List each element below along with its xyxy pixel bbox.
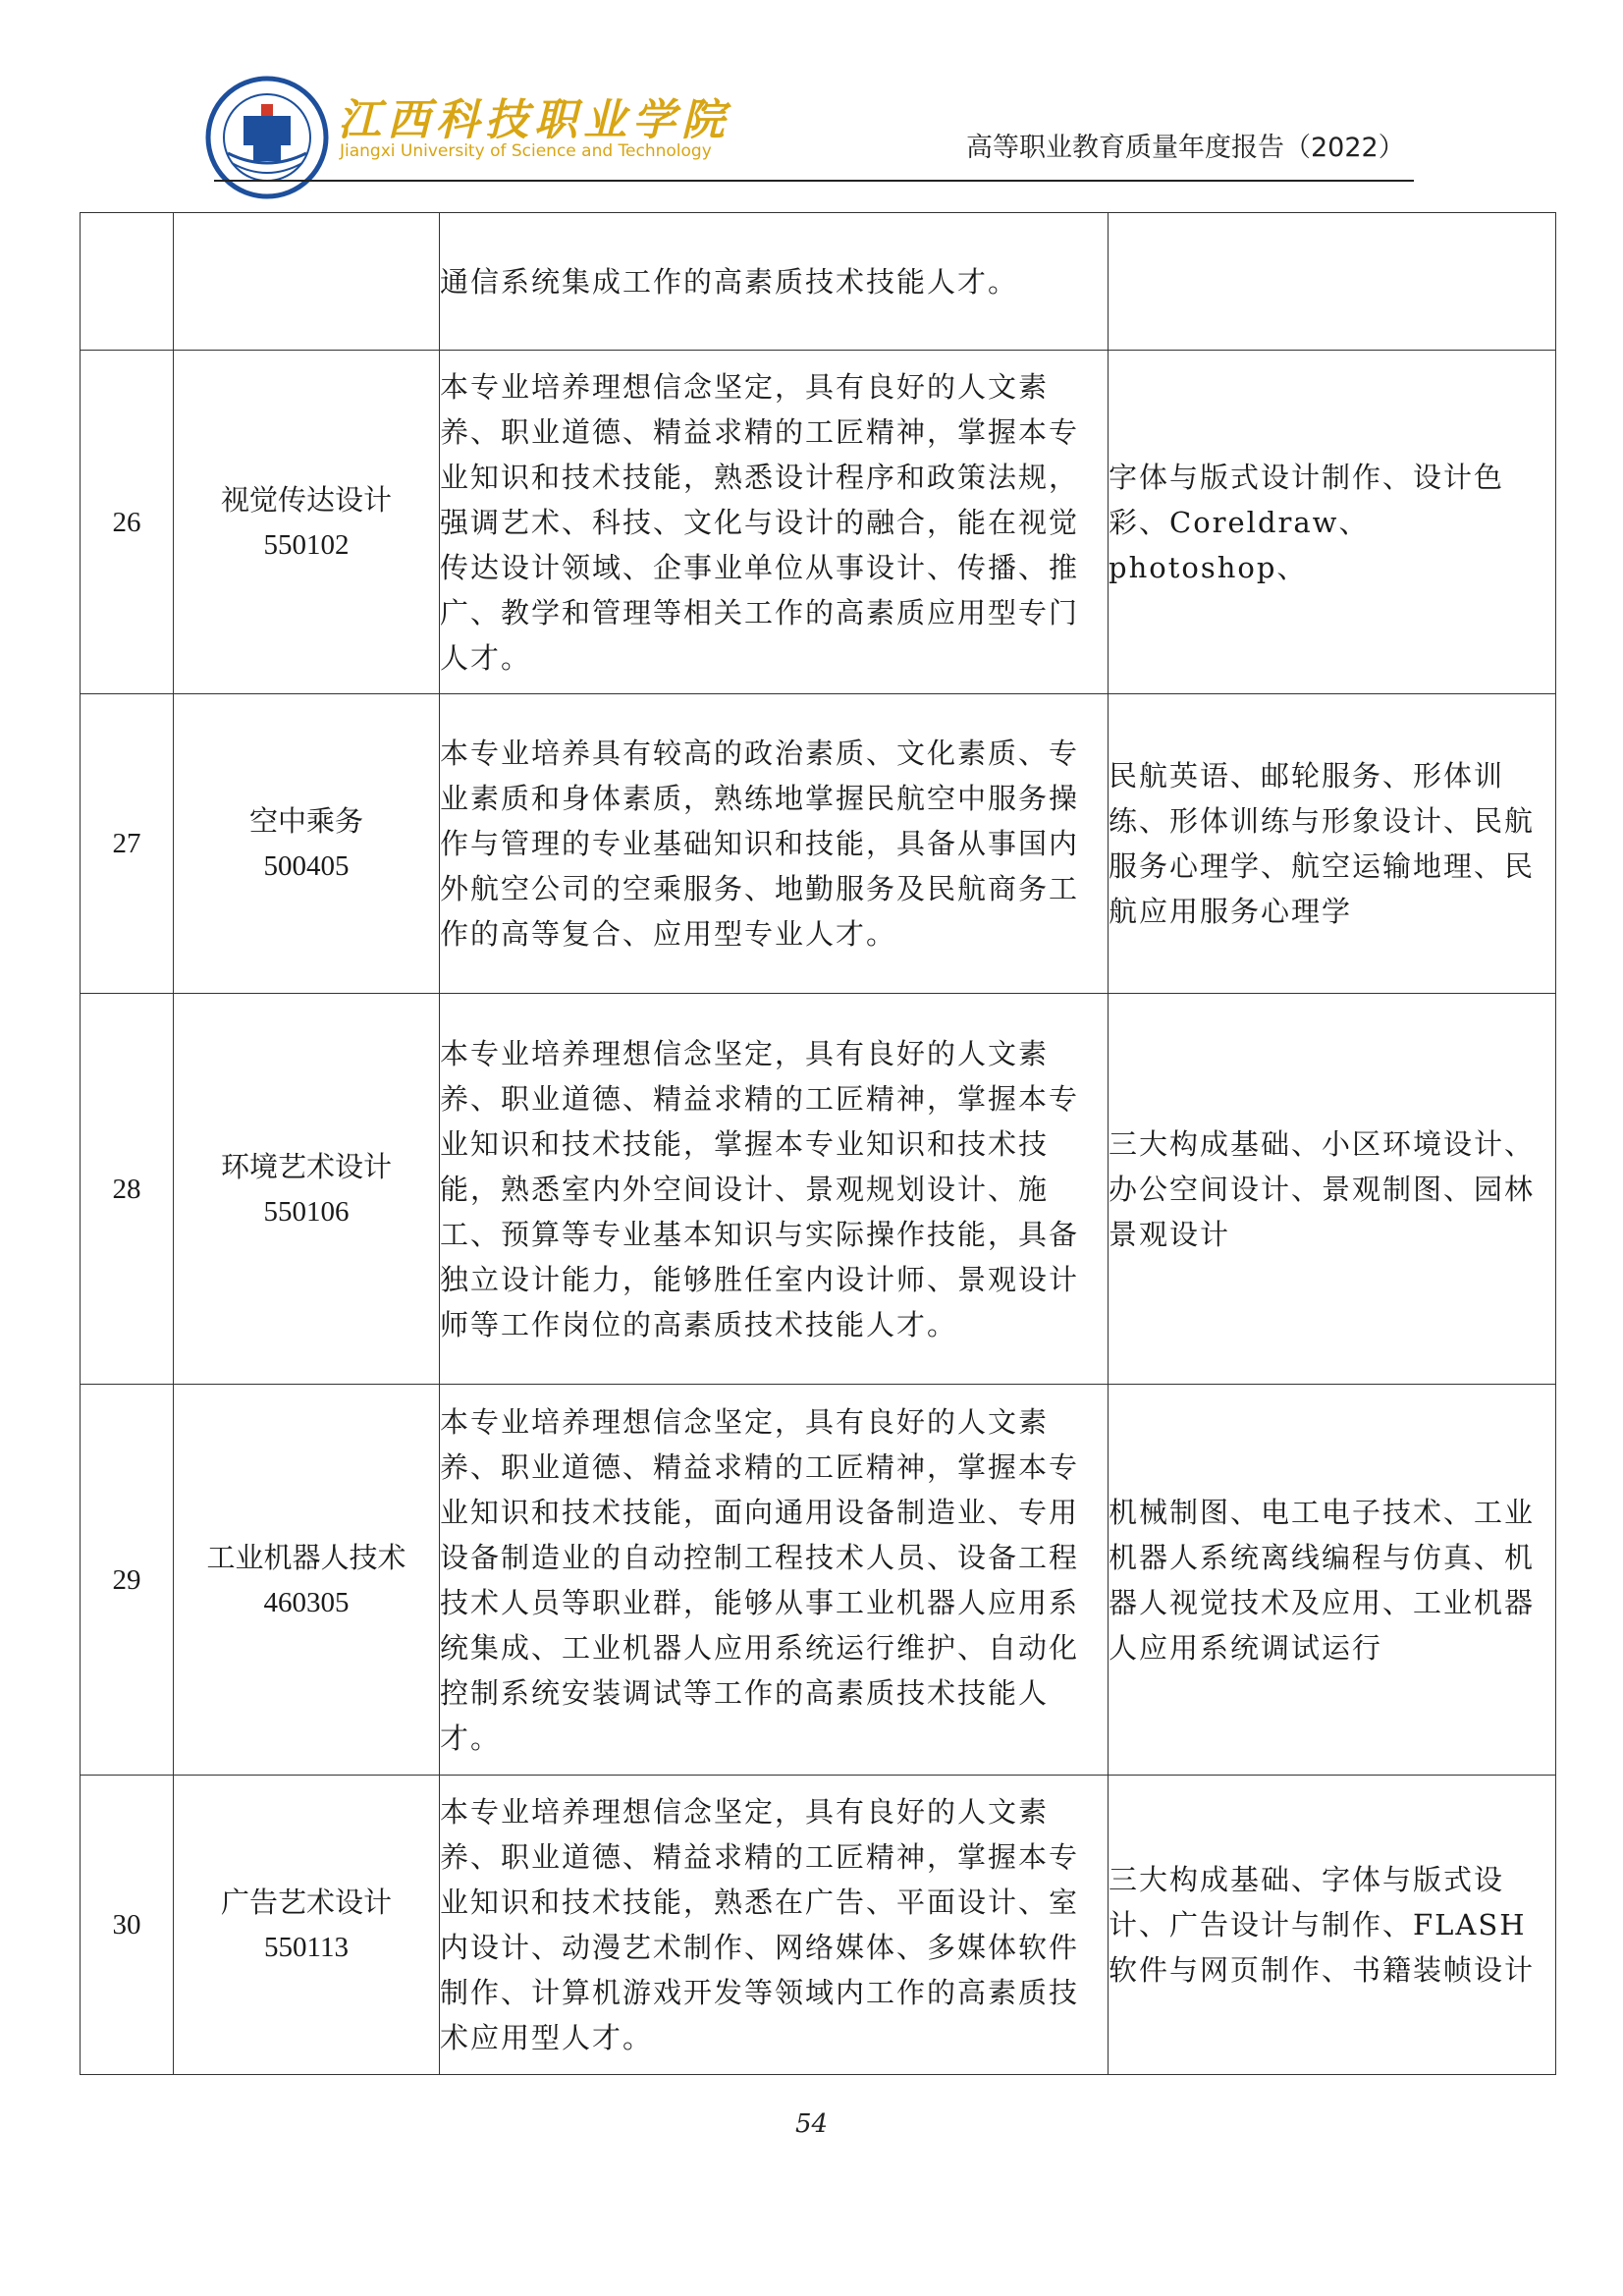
program-description: 本专业培养理想信念坚定，具有良好的人文素养、职业道德、精益求精的工匠精神，掌握本专业知识和技术技能，掌握本专业知识和技术技能，熟悉室内外空间设计、景观规划设计、施工、预算等专业基本知识与实际操作技能，具备独立设计能力，能够胜任室内设计师、景观设计师等工作岗位的高素质技术技能人才。	[440, 994, 1109, 1385]
row-number: 28	[81, 994, 174, 1385]
program-description: 本专业培养理想信念坚定，具有良好的人文素养、职业道德、精益求精的工匠精神，掌握本专业知识和技术技能，熟悉在广告、平面设计、室内设计、动漫艺术制作、网络媒体、多媒体软件制作、计算机游戏开发等领域内工作的高素质技术应用型人才。	[440, 1776, 1109, 2075]
core-courses	[1109, 213, 1556, 351]
program-code: 550102	[263, 528, 350, 561]
core-courses: 字体与版式设计制作、设计色彩、Coreldraw、photoshop、	[1109, 351, 1556, 694]
program-code: 460305	[263, 1586, 350, 1618]
page-number: 54	[794, 2109, 829, 2139]
core-courses: 三大构成基础、小区环境设计、办公空间设计、景观制图、园林景观设计	[1109, 994, 1556, 1385]
program-table	[80, 212, 1556, 2075]
table-row	[81, 994, 1556, 1385]
program-description: 本专业培养具有较高的政治素质、文化素质、专业素质和身体素质，熟练地掌握民航空中服务操作与管理的专业基础知识和技能，具备从事国内外航空公司的空乘服务、地勤服务及民航商务工作的高等复合、应用型专业人才。	[440, 694, 1109, 994]
table-row	[81, 351, 1556, 694]
program-name-cell	[174, 1776, 440, 2075]
core-courses: 三大构成基础、字体与版式设计、广告设计与制作、FLASH软件与网页制作、书籍装帧设计	[1109, 1776, 1556, 2075]
program-name-cell	[174, 351, 440, 694]
table-row	[81, 1385, 1556, 1776]
table-row	[81, 1776, 1556, 2075]
program-code: 550113	[264, 1932, 349, 1963]
core-courses: 机械制图、电工电子技术、工业机器人系统离线编程与仿真、机器人视觉技术及应用、工业机器人应用系统调试运行	[1109, 1385, 1556, 1776]
table-row	[81, 213, 1556, 351]
program-name: 视觉传达设计	[220, 482, 392, 517]
program-name-cell	[174, 694, 440, 994]
program-name: 工业机器人技术	[206, 1540, 406, 1574]
program-code: 550106	[263, 1195, 350, 1228]
program-name: 空中乘务	[248, 804, 363, 838]
row-number: 30	[81, 1776, 174, 2075]
program-name-cell	[174, 994, 440, 1385]
program-name-cell	[174, 213, 440, 351]
page-header	[0, 0, 1623, 196]
program-name: 环境艺术设计	[220, 1149, 392, 1183]
program-code: 500405	[263, 850, 350, 882]
core-courses: 民航英语、邮轮服务、形体训练、形体训练与形象设计、民航服务心理学、航空运输地理、民航应用服务心理学	[1109, 694, 1556, 994]
logo-english-name: Jiangxi University of Science and Technology	[340, 141, 712, 161]
row-number: 27	[81, 694, 174, 994]
program-name: 广告艺术设计	[220, 1886, 392, 1919]
program-description: 通信系统集成工作的高素质技术技能人才。	[440, 213, 1109, 351]
row-number: 26	[81, 351, 174, 694]
row-number: 29	[81, 1385, 174, 1776]
table-row	[81, 694, 1556, 994]
program-description: 本专业培养理想信念坚定，具有良好的人文素养、职业道德、精益求精的工匠精神，掌握本专业知识和技术技能，面向通用设备制造业、专用设备制造业的自动控制工程技术人员、设备工程技术人员等职业群，能够从事工业机器人应用系统集成、工业机器人应用系统运行维护、自动化控制系统安装调试等工作的高素质技术技能人才。	[440, 1385, 1109, 1776]
header-divider	[214, 180, 1414, 182]
logo-chinese-name: 江西科技职业学院	[338, 95, 730, 145]
program-name-cell	[174, 1385, 440, 1776]
row-number	[81, 213, 174, 351]
program-description: 本专业培养理想信念坚定，具有良好的人文素养、职业道德、精益求精的工匠精神，掌握本专业知识和技术技能，熟悉设计程序和政策法规，强调艺术、科技、文化与设计的融合，能在视觉传达设计领域、企事业单位从事设计、传播、推广、教学和管理等相关工作的高素质应用型专门人才。	[440, 351, 1109, 694]
report-title: 高等职业教育质量年度报告（2022）	[966, 133, 1405, 163]
